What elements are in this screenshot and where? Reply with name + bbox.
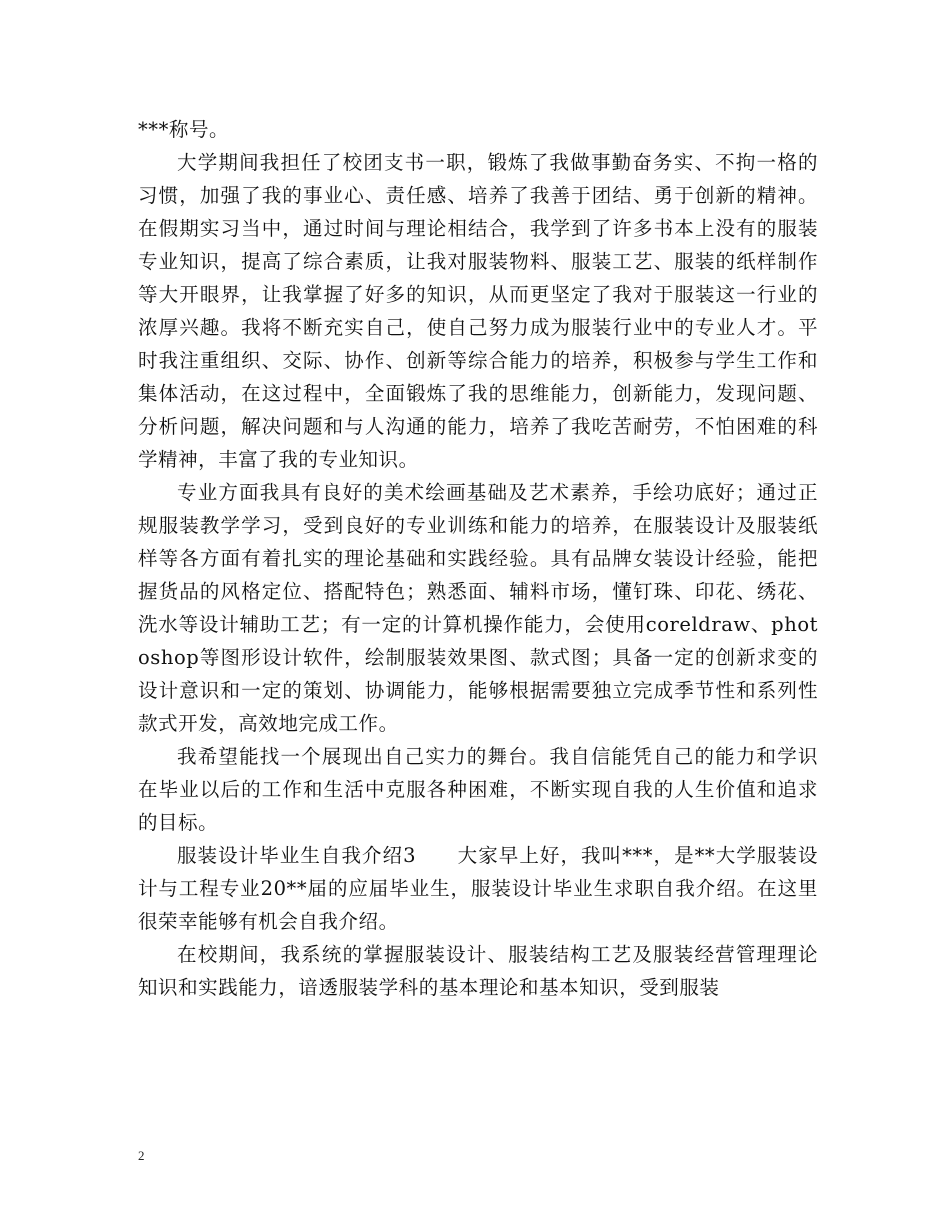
page-number: 2 [138, 1148, 145, 1163]
paragraph-6: 在校期间，我系统的掌握服装设计、服装结构工艺及服装经营管理理论知识和实践能力，谙透服装学科的基本理论和基本知识，受到服装 [138, 943, 818, 999]
paragraph-3: 专业方面我具有良好的美术绘画基础及艺术素养，手绘功底好；通过正规服装教学学习，受到良好的专业训练和能力的培养，在服装设计及服装纸样等各方面有着扎实的理论基础和实践经验。具有品牌女装设计经验，能把握货品的风格定位、搭配特色；熟悉面、辅料市场，懂钉珠、印花、绣花、洗水等设计辅助工艺；有一定的计算机操作能力，会使用coreldraw、photoshop等图形设计软件，绘制服装效果图、款式图；具备一定的创新求变的设计意识和一定的策划、协调能力，能够根据需要独立完成季节性和系列性款式开发，高效地完成工作。 [138, 481, 818, 735]
paragraph-5: 服装设计毕业生自我介绍3 大家早上好，我叫***，是**大学服装设计与工程专业20**届的应届毕业生，服装设计毕业生求职自我介绍。在这里很荣幸能够有机会自我介绍。 [138, 844, 818, 933]
document-body [138, 113, 818, 1004]
paragraph-4: 我希望能找一个展现出自己实力的舞台。我自信能凭自己的能力和学识在毕业以后的工作和生活中克服各种困难，不断实现自我的人生价值和追求的目标。 [138, 745, 818, 834]
paragraph-2: 大学期间我担任了校团支书一职，锻炼了我做事勤奋务实、不拘一格的习惯，加强了我的事业心、责任感、培养了我善于团结、勇于创新的精神。在假期实习当中，通过时间与理论相结合，我学到了许多书本上没有的服装专业知识，提高了综合素质，让我对服装物料、服装工艺、服装的纸样制作等大开眼界，让我掌握了好多的知识，从而更坚定了我对于服装这一行业的浓厚兴趣。我将不断充实自己，使自己努力成为服装行业中的专业人才。平时我注重组织、交际、协作、创新等综合能力的培养，积极参与学生工作和集体活动，在这过程中，全面锻炼了我的思维能力，创新能力，发现问题、分析问题，解决问题和与人沟通的能力，培养了我吃苦耐劳，不怕困难的科学精神，丰富了我的专业知识。 [138, 151, 818, 471]
paragraph-1: ***称号。 [138, 118, 230, 141]
